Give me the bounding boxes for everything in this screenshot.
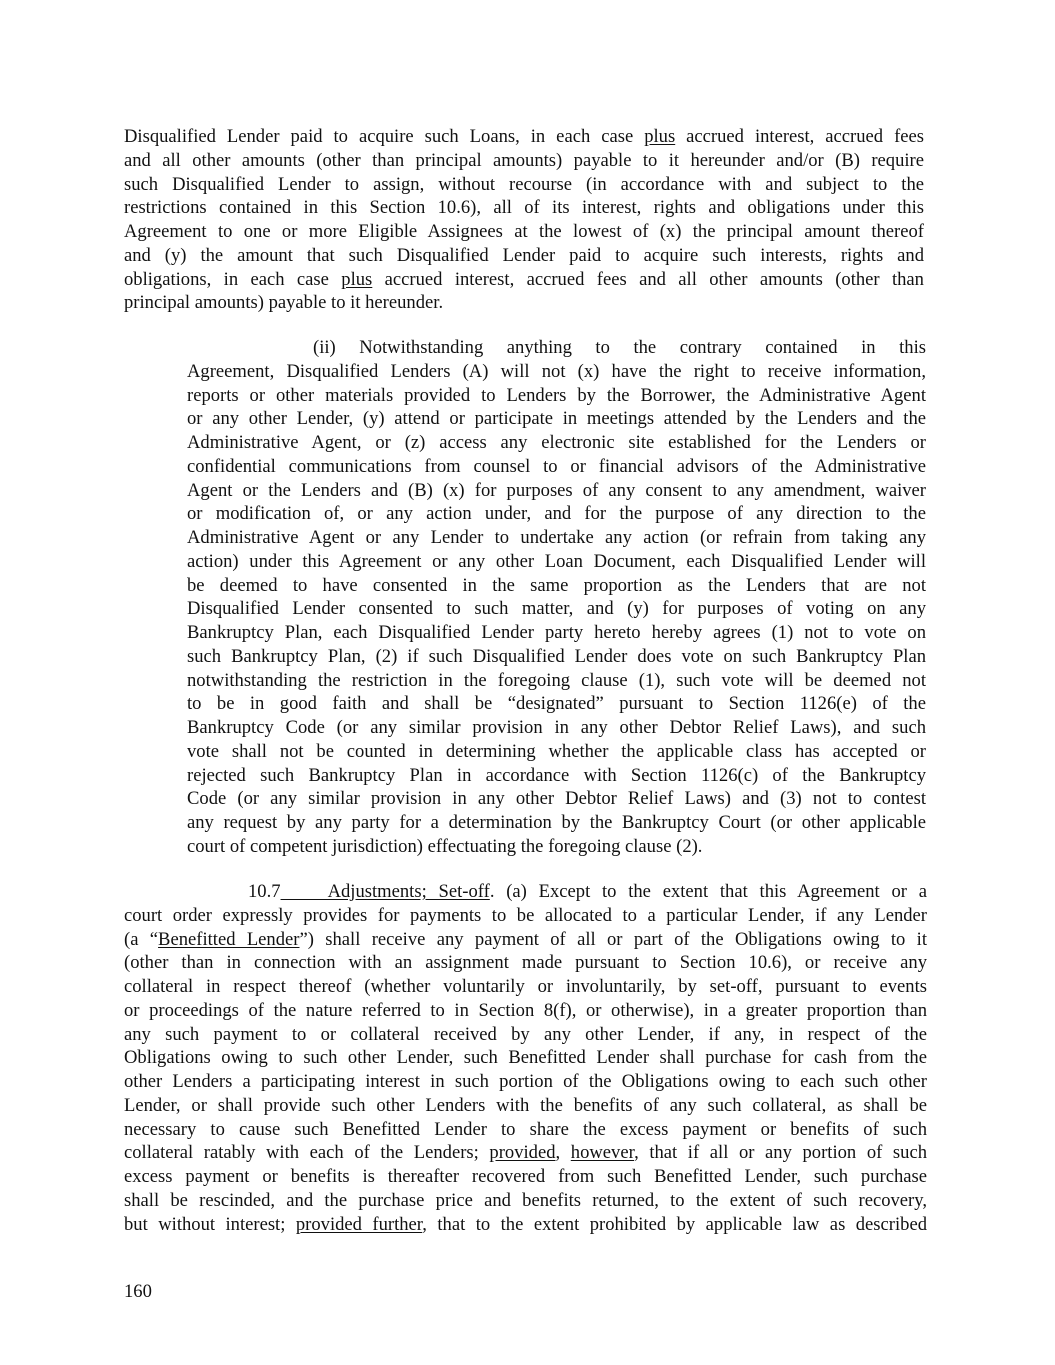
text-line [187,621,926,645]
underlined-term: provided further [295,1213,423,1235]
text-run: accrued interest, accrued fees [675,126,925,147]
text-run: other Lenders a participating interest in such portion of the Obligations owing to each such other [124,1071,927,1092]
text-run: obligations, in each case [124,268,342,290]
text-run: (a “ [124,928,159,950]
text-run: Code (or any similar provision in any other Debtor Relief Laws) and (3) not to contest [187,788,926,810]
text-run: Administrative Agent, or (z) access any electronic site established for the Lenders or [187,432,926,453]
text-line [124,244,924,268]
text-line [187,787,926,811]
text-run: excess payment or benefits is thereafter recovered from such Benefitted Lender, such purchase [124,1166,927,1187]
text-line [124,1118,927,1142]
text-run: reports or other materials provided to Lenders by the Borrower, the Administrative Agent [187,384,926,406]
text-run: to be in good faith and shall be “designated” pursuant to Section 1126(e) of the [187,693,926,715]
text-run: Bankruptcy Plan, each Disqualified Lender party hereto hereby agrees (1) not to vote on [187,622,926,643]
text-run: Bankruptcy Code (or any similar provision in any other Debtor Relief Laws), and such [187,717,926,738]
text-run: Lender, or shall provide such other Lenders with the benefits of any such collateral, as shall be [124,1094,927,1116]
page-number: 160 [124,1281,152,1302]
text-run: rejected such Bankruptcy Plan in accordance with Section 1126(c) of the Bankruptcy [187,764,926,786]
text-line [124,1213,927,1237]
text-line [187,455,926,479]
text-line [124,1070,927,1094]
text-run: Disqualified Lender consented to such matter, and (y) for purposes of voting on any [187,598,926,620]
text-run: Obligations owing to such other Lender, such Benefitted Lender shall purchase for cash from the [124,1047,927,1069]
text-run: any such payment to or collateral received by any other Lender, if any, in respect of the [124,1023,927,1045]
underlined-term: provided [489,1142,556,1164]
text-run: court of competent jurisdiction) effectuating the foregoing clause (2). [187,835,703,857]
text-line [124,268,924,292]
text-line [124,149,924,173]
underlined-term: plus [341,268,373,290]
text-line [124,1023,927,1047]
text-run: (other than in connection with an assignment made pursuant to Section 10.6), or receive any [124,952,927,974]
text-line [187,360,926,384]
text-line [187,764,926,788]
text-run: confidential communications from counsel to or financial advisors of the Administrative [187,455,926,477]
text-line [124,220,924,244]
text-run: Agreement, Disqualified Lenders (A) will not (x) have the right to receive information, [187,360,926,382]
text-line [187,502,926,526]
text-run: restrictions contained in this Section 10.6), all of its interest, rights and obligations under this [124,197,924,219]
text-line [124,951,927,975]
text-run: but without interest; [124,1213,296,1235]
text-line [124,1046,927,1070]
text-line [124,291,924,315]
text-run: collateral ratably with each of the Lenders; [124,1142,490,1164]
text-line [187,811,926,835]
text-run: or proceedings of the nature referred to in Section 8(f), or otherwise), in a greater proportion than [124,999,927,1021]
text-run: Agent or the Lenders and (B) (x) for purposes of any consent to any amendment, waiver [187,479,926,501]
text-run: notwithstanding the restriction in the foregoing clause (1), such vote will be deemed not [187,669,926,691]
underlined-term: plus [644,126,676,147]
text-line [187,384,926,408]
text-run: , that to the extent prohibited by applicable law as described [422,1213,928,1235]
text-line [124,999,927,1023]
text-line [187,716,926,740]
text-run: Administrative Agent or any Lender to undertake any action (or refrain from taking any [187,527,926,548]
text-line [187,479,926,503]
text-line [187,597,926,621]
text-line [187,835,926,859]
text-run: collateral in respect thereof (whether voluntarily or involuntarily, by set-off, pursuant to events [124,976,927,997]
text-line [187,431,926,455]
text-line [124,1189,927,1213]
text-run: accrued interest, accrued fees and all other amounts (other than [372,268,924,290]
text-run: or modification of, or any action under, and for the purpose of any direction to the [187,503,926,525]
text-line [124,1141,927,1165]
text-line [124,928,927,952]
text-line [124,975,927,999]
text-run: 10.7 [248,881,281,902]
text-line [187,407,926,431]
text-line [124,1094,927,1118]
underlined-term: however [570,1142,635,1164]
text-line [124,880,927,904]
text-line [187,669,926,693]
text-line [124,904,927,928]
text-run: be deemed to have consented in the same proportion as the Lenders that are not [187,574,926,596]
text-run: necessary to cause such Benefitted Lender to share the excess payment or benefits of such [124,1118,927,1140]
text-line [187,550,926,574]
text-line [187,692,926,716]
text-line [187,526,926,550]
underlined-term: Benefitted Lender [158,928,300,950]
section-10-7-adjustments-set-off [124,880,927,1236]
text-line [124,173,924,197]
text-line [124,196,924,220]
text-run: action) under this Agreement or any other Loan Document, each Disqualified Lender will [187,550,926,572]
text-run: any request by any party for a determination by the Bankruptcy Court (or other applicable [187,812,926,833]
text-line [124,1165,927,1189]
underlined-term: Adjustments; Set-off [280,881,490,902]
text-run: (ii) Notwithstanding anything to the contrary contained in this [313,337,926,358]
text-line [187,740,926,764]
text-run: or any other Lender, (y) attend or participate in meetings attended by the Lenders and the [187,408,926,430]
text-run: and all other amounts (other than principal amounts) payable to it hereunder and/or (B) require [124,149,924,171]
text-line [187,645,926,669]
text-run: shall be rescinded, and the purchase price and benefits returned, to the extent of such recovery, [124,1189,927,1211]
paragraph-clause-ii [187,336,926,859]
text-line [124,125,924,149]
text-run: ”) shall receive any payment of all or part of the Obligations owing to it [299,928,927,950]
text-run: and (y) the amount that such Disqualified Lender paid to acquire such interests, rights and [124,244,924,266]
text-run: , that if all or any portion of such [634,1142,928,1164]
paragraph-continuation [124,125,924,315]
text-run: principal amounts) payable to it hereunder. [124,292,444,314]
text-run: Disqualified Lender paid to acquire such Loans, in each case [124,126,645,147]
text-line [187,336,926,360]
text-line [187,574,926,598]
text-run: such Bankruptcy Plan, (2) if such Disqualified Lender does vote on such Bankruptcy Plan [187,645,926,667]
text-run: such Disqualified Lender to assign, without recourse (in accordance with and subject to the [124,173,924,195]
text-run: Agreement to one or more Eligible Assignees at the lowest of (x) the principal amount thereof [124,221,924,242]
text-run: court order expressly provides for payments to be allocated to a particular Lender, if any Lender [124,904,927,926]
text-run: . (a) Except to the extent that this Agreement or a [489,881,927,902]
text-run: , [555,1142,571,1164]
text-run: vote shall not be counted in determining whether the applicable class has accepted or [187,740,926,762]
